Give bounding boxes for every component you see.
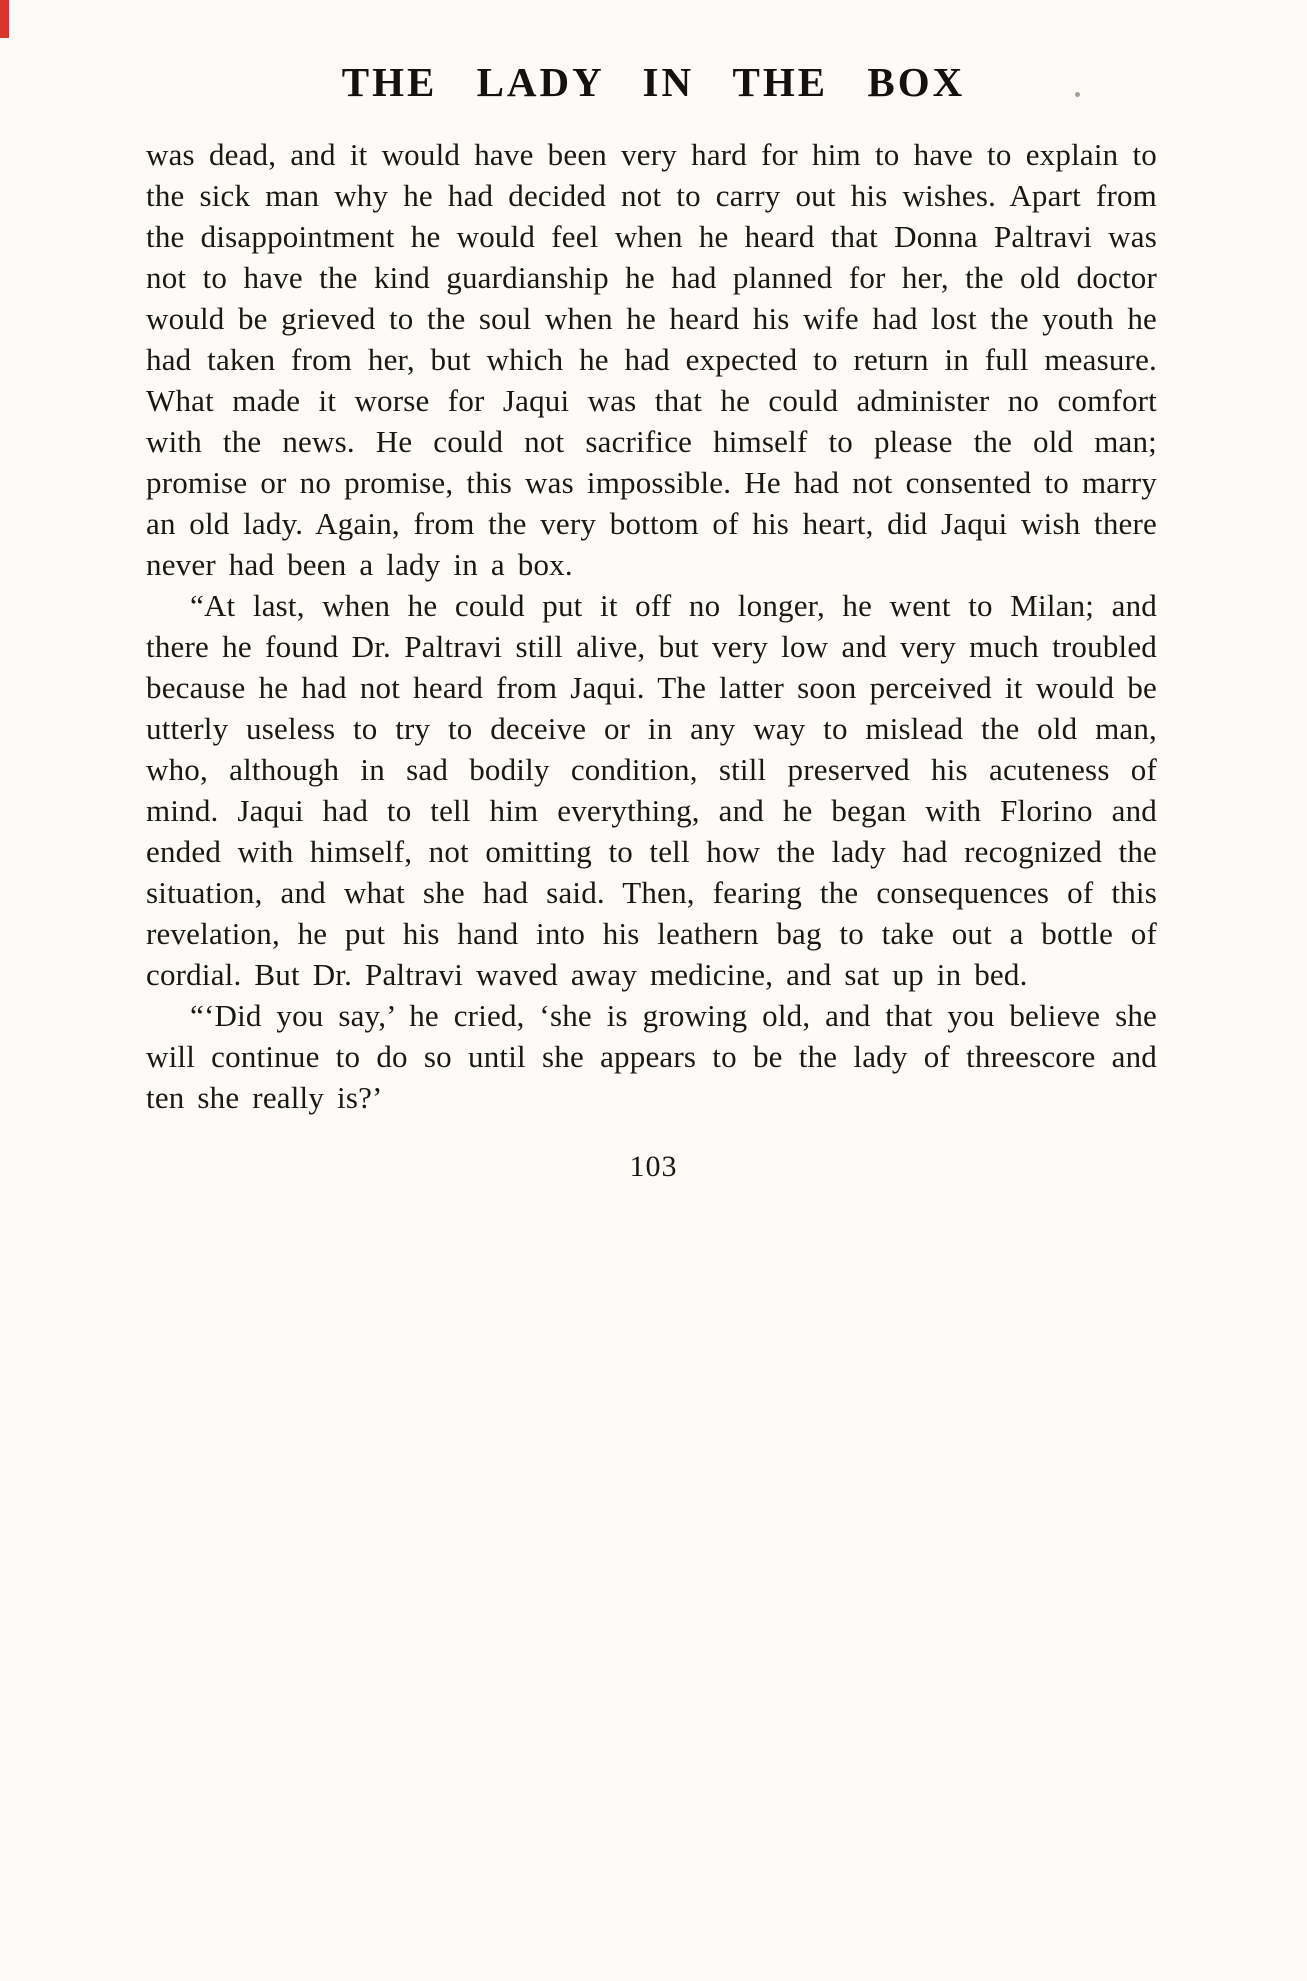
page-title: THE LADY IN THE BOX xyxy=(341,59,966,105)
body-text xyxy=(0,134,1307,1118)
scan-speck xyxy=(1075,92,1080,97)
page-number: 103 xyxy=(629,1150,678,1183)
scan-artifact xyxy=(0,0,9,38)
paragraph: “At last, when he could put it off no longer, he went to Milan; and there he found Dr. Paltravi still alive, but very low and very much troubled because he had not heard from Jaqui. The latter soon perceived it would be utterly useless to try to deceive or in any way to mislead the old man, who, although in sad bodily condition, still preserved his acuteness of mind. Jaqui had to tell him everything, and he began with Florino and ended with himself, not omitting to tell how the lady had recognized the situation, and what she had said. Then, fearing the consequences of this revelation, he put his hand into his leathern bag to take out a bottle of cordial. But Dr. Paltravi waved away medicine, and sat up in bed. xyxy=(146,588,1157,992)
paragraph: was dead, and it would have been very hard for him to have to explain to the sick man why he had decided not to carry out his wishes. Apart from the disappointment he would feel when he heard that Donna Paltravi was not to have the kind guardianship he had planned for her, the old doctor would be grieved to the soul when he heard his wife had lost the youth he had taken from her, but which he had expected to return in full measure. What made it worse for Jaqui was that he could administer no comfort with the news. He could not sacrifice himself to please the old man; promise or no promise, this was impossible. He had not consented to marry an old lady. Again, from the very bottom of his heart, did Jaqui wish there never had been a lady in a box. xyxy=(146,137,1157,582)
paragraph: “‘Did you say,’ he cried, ‘she is growing old, and that you believe she will continue to do so until she appears to be the lady of threescore and ten she really is?’ xyxy=(146,998,1157,1115)
